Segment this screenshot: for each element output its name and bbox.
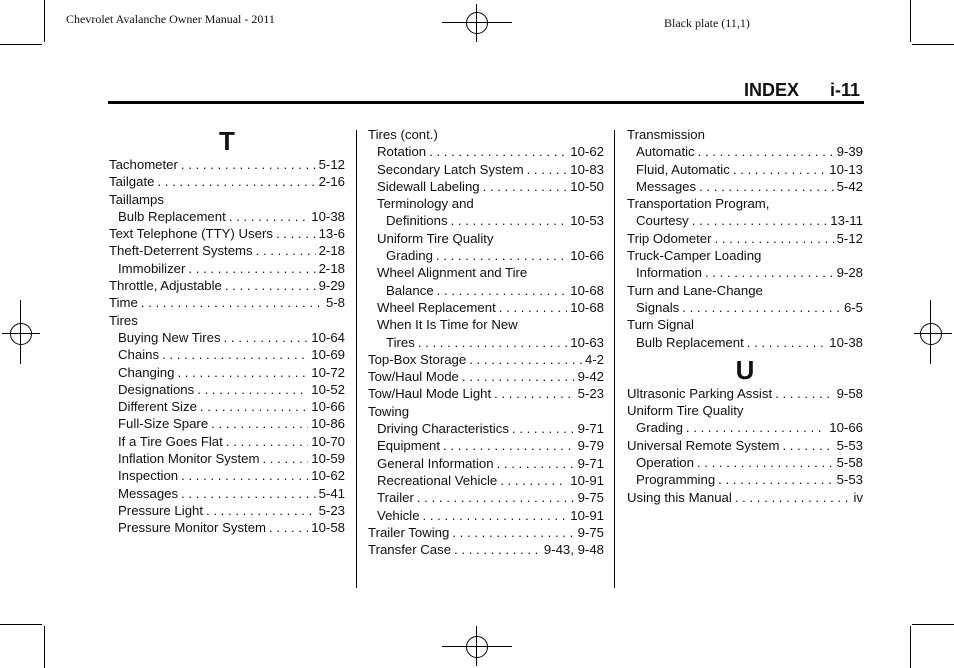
index-entry xyxy=(368,351,604,368)
leader-dots xyxy=(181,485,315,502)
index-entry xyxy=(368,143,604,160)
index-entry xyxy=(627,385,863,402)
entry-label: Designations xyxy=(118,381,195,397)
index-entry xyxy=(368,299,604,316)
leader-dots xyxy=(226,433,308,450)
entry-label: Top-Box Storage xyxy=(368,351,467,367)
entry-label: Courtesy xyxy=(636,213,689,229)
entry-page: 10-66 xyxy=(829,420,863,436)
entry-label: Tires xyxy=(386,334,415,350)
entry-page: 10-52 xyxy=(311,381,345,397)
leader-dots xyxy=(698,143,834,160)
entry-page: 13-11 xyxy=(830,213,863,229)
entry-label: Definitions xyxy=(386,213,448,229)
leader-dots xyxy=(443,437,575,454)
entry-page: 9-42 xyxy=(577,369,604,385)
entry-page: 10-91 xyxy=(570,472,604,488)
entry-label: Trailer xyxy=(377,490,414,506)
entry-label: Tow/Haul Mode Light xyxy=(368,386,492,402)
index-entry xyxy=(109,312,345,329)
leader-dots xyxy=(197,381,308,398)
index-entry xyxy=(109,242,345,259)
page-number: i-11 xyxy=(830,80,861,100)
index-entry xyxy=(109,191,345,208)
entry-page: 10-63 xyxy=(570,334,604,350)
entry-page: 5-58 xyxy=(836,455,863,471)
index-column-2 xyxy=(368,126,604,558)
index-entry xyxy=(627,454,863,471)
index-letter: U xyxy=(735,354,755,385)
leader-dots xyxy=(686,419,826,436)
index-entry xyxy=(368,264,604,281)
entry-page: 10-53 xyxy=(570,213,604,229)
entry-label: Uniform Tire Quality xyxy=(627,403,744,419)
entry-page: 5-8 xyxy=(325,295,345,311)
index-entry xyxy=(368,334,604,351)
leader-dots xyxy=(462,368,575,385)
header-rule xyxy=(108,101,864,104)
leader-dots xyxy=(494,385,574,402)
index-letter: T xyxy=(219,126,235,156)
index-entry xyxy=(627,230,863,247)
entry-label: Information xyxy=(636,265,702,281)
leader-dots xyxy=(735,489,851,506)
entry-label: Different Size xyxy=(118,399,197,415)
entry-page: 10-68 xyxy=(570,282,604,298)
index-entry xyxy=(627,489,863,506)
entry-label: Vehicle xyxy=(377,507,420,523)
index-entry xyxy=(368,489,604,506)
entry-page: 10-62 xyxy=(570,144,604,160)
entry-label: Turn and Lane-Change xyxy=(627,282,763,298)
index-entry xyxy=(109,208,345,225)
leader-dots xyxy=(423,507,568,524)
entry-page: 9-43, 9-48 xyxy=(543,542,604,558)
index-entry xyxy=(368,230,604,247)
leader-dots xyxy=(188,260,315,277)
index-column-1 xyxy=(109,126,345,537)
leader-dots xyxy=(499,299,568,316)
entry-label: General Information xyxy=(377,455,494,471)
index-entry xyxy=(109,346,345,363)
entry-page: 9-71 xyxy=(577,421,604,437)
entry-page: 5-41 xyxy=(318,485,345,501)
entry-label: Time xyxy=(109,295,138,311)
entry-label: Inflation Monitor System xyxy=(118,451,260,467)
entry-label: Taillamps xyxy=(109,191,164,207)
leader-dots xyxy=(451,212,568,229)
leader-dots xyxy=(177,364,308,381)
entry-label: Automatic xyxy=(636,144,695,160)
manual-title: Chevrolet Avalanche Owner Manual - 2011 xyxy=(66,12,275,26)
entry-label: Trailer Towing xyxy=(368,524,450,540)
entry-page: 10-62 xyxy=(311,468,345,484)
entry-label: Wheel Replacement xyxy=(377,299,496,315)
entry-label: Equipment xyxy=(377,438,441,454)
entry-page: 10-38 xyxy=(311,208,345,224)
leader-dots xyxy=(699,178,833,195)
entry-page: 9-75 xyxy=(577,490,604,506)
entry-label: Secondary Latch System xyxy=(377,161,524,177)
index-entry xyxy=(109,433,345,450)
index-entry xyxy=(109,294,345,311)
index-entry xyxy=(627,299,863,316)
entry-page: 5-42 xyxy=(836,178,863,194)
leader-dots xyxy=(262,450,308,467)
entry-page: 13-6 xyxy=(318,226,345,242)
leader-dots xyxy=(452,524,574,541)
index-entry xyxy=(368,420,604,437)
index-entry xyxy=(368,385,604,402)
leader-dots xyxy=(224,329,309,346)
entry-label: Changing xyxy=(118,364,175,380)
entry-label: Recreational Vehicle xyxy=(377,472,498,488)
leader-dots xyxy=(715,230,834,247)
index-entry xyxy=(368,212,604,229)
index-entry xyxy=(368,541,604,558)
entry-label: Tailgate xyxy=(109,174,155,190)
crop-mark xyxy=(0,624,42,625)
index-entry xyxy=(109,173,345,190)
leader-dots xyxy=(454,541,541,558)
entry-label: Driving Characteristics xyxy=(377,421,509,437)
index-entry xyxy=(368,455,604,472)
index-entry xyxy=(368,195,604,212)
index-entry xyxy=(627,212,863,229)
entry-label: Buying New Tires xyxy=(118,329,221,345)
entry-label: Inspection xyxy=(118,468,179,484)
entry-label: Wheel Alignment and Tire xyxy=(377,265,528,281)
index-entry xyxy=(368,178,604,195)
index-entry xyxy=(627,282,863,299)
entry-label: Tires (cont.) xyxy=(368,127,438,142)
leader-dots xyxy=(747,334,827,351)
entry-label: Balance xyxy=(386,282,434,298)
entry-page: 6-5 xyxy=(843,299,863,315)
index-entry xyxy=(109,398,345,415)
column-divider xyxy=(614,130,615,588)
index-entry xyxy=(627,126,863,143)
entry-label: Tires xyxy=(109,312,138,328)
entry-label: Pressure Light xyxy=(118,502,204,518)
index-entry xyxy=(109,519,345,536)
entry-page: 10-13 xyxy=(829,161,863,177)
entry-page: 10-66 xyxy=(570,248,604,264)
entry-page: 10-70 xyxy=(311,433,345,449)
entry-page: 10-86 xyxy=(311,416,345,432)
entry-label: Universal Remote System xyxy=(627,437,780,453)
index-entry xyxy=(109,450,345,467)
leader-dots xyxy=(181,467,308,484)
entry-label: Full-Size Spare xyxy=(118,416,209,432)
leader-dots xyxy=(782,437,833,454)
entry-page: 5-53 xyxy=(836,472,863,488)
leader-dots xyxy=(483,178,568,195)
index-entry xyxy=(627,161,863,178)
entry-label: Transmission xyxy=(627,127,705,142)
leader-dots xyxy=(705,264,834,281)
index-entry xyxy=(109,225,345,242)
entry-page: 5-53 xyxy=(836,437,863,453)
entry-page: 10-59 xyxy=(311,451,345,467)
entry-label: Towing xyxy=(368,403,410,419)
entry-page: 10-66 xyxy=(311,399,345,415)
leader-dots xyxy=(157,173,315,190)
entry-page: 10-91 xyxy=(570,507,604,523)
index-entry xyxy=(109,502,345,519)
index-entry xyxy=(109,277,345,294)
index-entry xyxy=(109,156,345,173)
entry-label: Grading xyxy=(636,420,683,436)
leader-dots xyxy=(436,247,567,264)
entry-page: 2-18 xyxy=(318,260,345,276)
index-entry xyxy=(368,507,604,524)
leader-dots xyxy=(211,415,308,432)
entry-page: 10-72 xyxy=(311,364,345,380)
index-entry xyxy=(627,247,863,264)
leader-dots xyxy=(692,212,827,229)
crop-mark xyxy=(44,0,45,42)
entry-page: iv xyxy=(853,489,863,505)
entry-label: Grading xyxy=(386,248,433,264)
entry-page: 9-75 xyxy=(577,524,604,540)
index-entry xyxy=(368,126,604,143)
entry-page: 10-50 xyxy=(570,178,604,194)
entry-page: 10-68 xyxy=(570,299,604,315)
crop-mark xyxy=(910,0,911,42)
entry-label: Truck-Camper Loading xyxy=(627,248,762,264)
leader-dots xyxy=(418,334,567,351)
entry-label: Trip Odometer xyxy=(627,230,712,246)
crop-mark xyxy=(912,624,954,625)
index-entry xyxy=(109,415,345,432)
leader-dots xyxy=(497,455,575,472)
entry-label: Theft-Deterrent Systems xyxy=(109,243,253,259)
leader-dots xyxy=(469,351,582,368)
leader-dots xyxy=(200,398,308,415)
index-entry xyxy=(627,437,863,454)
entry-label: Tachometer xyxy=(109,157,178,172)
entry-label: Ultrasonic Parking Assist xyxy=(627,385,773,401)
entry-label: If a Tire Goes Flat xyxy=(118,433,223,449)
leader-dots xyxy=(417,489,575,506)
leader-dots xyxy=(256,242,316,259)
entry-label: Pressure Monitor System xyxy=(118,520,267,536)
crop-mark xyxy=(44,626,45,668)
entry-label: When It Is Time for New xyxy=(377,317,518,333)
leader-dots xyxy=(437,282,568,299)
entry-page: 9-39 xyxy=(836,144,863,160)
entry-label: Using this Manual xyxy=(627,489,732,505)
index-entry xyxy=(627,264,863,281)
leader-dots xyxy=(512,420,575,437)
leader-dots xyxy=(181,156,316,173)
entry-page: 10-38 xyxy=(829,334,863,350)
leader-dots xyxy=(225,277,316,294)
index-entry xyxy=(368,282,604,299)
plate-label: Black plate (11,1) xyxy=(664,16,750,30)
leader-dots xyxy=(718,471,833,488)
entry-page: 10-69 xyxy=(311,347,345,363)
entry-label: Chains xyxy=(118,347,160,363)
index-entry xyxy=(627,334,863,351)
index-entry xyxy=(109,485,345,502)
entry-label: Bulb Replacement xyxy=(118,208,226,224)
entry-label: Throttle, Adjustable xyxy=(109,278,222,294)
index-entry xyxy=(368,161,604,178)
entry-label: Text Telephone (TTY) Users xyxy=(109,226,273,242)
index-entry xyxy=(627,419,863,436)
entry-label: Uniform Tire Quality xyxy=(377,230,494,246)
entry-label: Turn Signal xyxy=(627,317,694,333)
index-entry xyxy=(368,247,604,264)
leader-dots xyxy=(141,294,323,311)
entry-page: 5-23 xyxy=(577,386,604,402)
leader-dots xyxy=(206,502,316,519)
entry-page: 10-58 xyxy=(311,520,345,536)
index-entry xyxy=(627,402,863,419)
entry-label: Operation xyxy=(636,455,694,471)
entry-page: 5-23 xyxy=(318,502,345,518)
entry-label: Tow/Haul Mode xyxy=(368,369,459,385)
entry-label: Transfer Case xyxy=(368,542,452,558)
index-entry xyxy=(368,368,604,385)
leader-dots xyxy=(682,299,841,316)
entry-label: Rotation xyxy=(377,144,427,160)
entry-page: 9-79 xyxy=(577,438,604,454)
index-entry xyxy=(627,471,863,488)
entry-page: 5-12 xyxy=(836,230,863,246)
leader-dots xyxy=(162,346,308,363)
entry-page: 9-28 xyxy=(836,265,863,281)
index-entry xyxy=(368,472,604,489)
entry-label: Signals xyxy=(636,299,680,315)
index-entry xyxy=(368,437,604,454)
entry-page: 9-71 xyxy=(577,455,604,471)
index-entry xyxy=(109,381,345,398)
entry-label: Terminology and xyxy=(377,196,474,212)
index-entry xyxy=(109,467,345,484)
crop-mark xyxy=(0,44,42,45)
index-entry xyxy=(368,316,604,333)
leader-dots xyxy=(429,143,567,160)
entry-label: Immobilizer xyxy=(118,260,186,276)
entry-label: Bulb Replacement xyxy=(636,334,744,350)
entry-page: 5-12 xyxy=(318,157,345,172)
index-entry xyxy=(627,316,863,333)
entry-page: 2-18 xyxy=(318,243,345,259)
entry-page: 2-16 xyxy=(318,174,345,190)
column-divider xyxy=(356,130,357,588)
index-entry xyxy=(109,364,345,381)
section-title: INDEX xyxy=(744,80,800,100)
index-entry xyxy=(368,403,604,420)
index-entry xyxy=(109,260,345,277)
entry-label: Programming xyxy=(636,472,716,488)
leader-dots xyxy=(229,208,309,225)
entry-page: 9-29 xyxy=(318,278,345,294)
leader-dots xyxy=(775,385,833,402)
leader-dots xyxy=(500,472,567,489)
entry-page: 4-2 xyxy=(584,351,604,367)
index-entry xyxy=(368,524,604,541)
entry-page: 9-58 xyxy=(836,385,863,401)
leader-dots xyxy=(269,519,308,536)
entry-label: Fluid, Automatic xyxy=(636,161,730,177)
index-entry xyxy=(627,178,863,195)
entry-page: 10-83 xyxy=(570,161,604,177)
index-entry xyxy=(109,329,345,346)
entry-label: Transportation Program, xyxy=(627,196,770,212)
index-column-3 xyxy=(627,126,863,506)
index-entry xyxy=(627,143,863,160)
leader-dots xyxy=(733,161,826,178)
entry-label: Sidewall Labeling xyxy=(377,178,480,194)
entry-page: 10-64 xyxy=(311,329,345,345)
leader-dots xyxy=(527,161,568,178)
entry-label: Messages xyxy=(636,178,697,194)
leader-dots xyxy=(276,225,316,242)
entry-label: Messages xyxy=(118,485,179,501)
index-entry xyxy=(627,195,863,212)
crop-mark xyxy=(910,626,911,668)
leader-dots xyxy=(697,454,834,471)
crop-mark xyxy=(912,44,954,45)
